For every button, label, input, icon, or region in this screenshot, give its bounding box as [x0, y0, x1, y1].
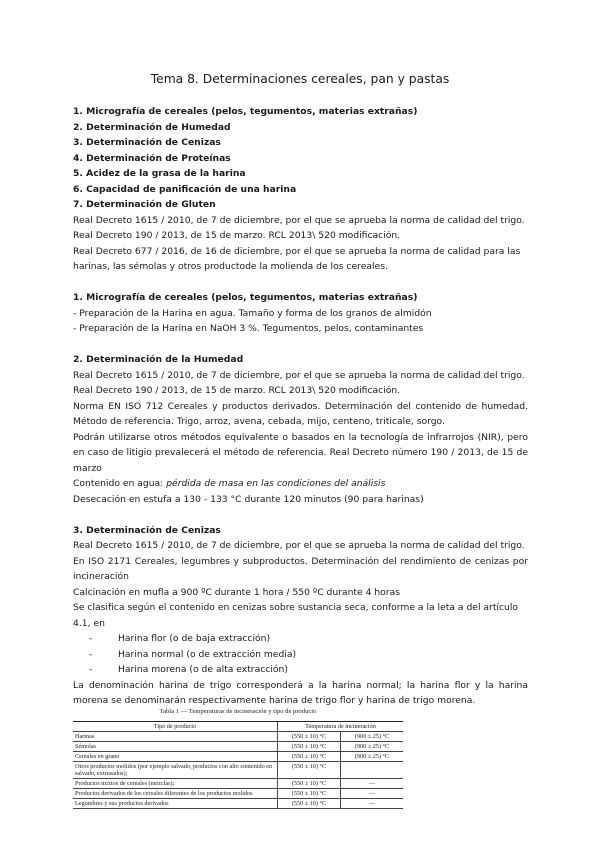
section-1-line-2: - Preparación de la Harina en NaOH 3 %. Tegumentos, pelos, contaminantes	[73, 323, 424, 334]
table-row: Harinas (550 ± 10) °C (900 ± 25) °C	[73, 732, 403, 742]
table-caption: Tabla 1 — Temperaturas de incineración y tipo de producto	[159, 708, 317, 715]
section-2-heading: 2. Determinación de la Humedad	[73, 354, 244, 365]
reference-2: Real Decreto 190 / 2013, de 15 de marzo. RCL 2013\ 520 modificación.	[73, 230, 401, 241]
index-item-4: 4. Determinación de Proteínas	[73, 152, 231, 164]
index-item-1: 1. Micrografía de cereales (pelos, tegumentos, materias extrañas)	[73, 106, 418, 117]
list-item: - Harina normal (o de extracción media)	[73, 647, 528, 663]
reference-1: Real Decreto 1615 / 2010, de 7 de diciembre, por el que se aprueba la norma de calidad del trigo.	[73, 214, 525, 226]
water-content-definition: pérdida de masa en las condiciones del análisis	[166, 478, 386, 489]
section-2-water-content: Contenido en agua: pérdida de masa en las condiciones del análisis	[73, 478, 386, 489]
section-3-denomination: La denominación harina de trigo corresponderá a la harina normal; la harina flor y la harina morena se denominarán respectivamente harina de trigo flor y harina de trigo morena.	[73, 679, 528, 706]
section-2-line-2: Real Decreto 190 / 2013, de 15 de marzo. RCL 2013\ 520 modificación.	[73, 385, 401, 396]
section-2-methods: Podrán utilizarse otros métodos equivalente o basados en la tecnología de infrarrojos (NIR), pero en caso de litigio prevalecerá el método de referencia. Real Decreto número 190 / 2013, de 15 de marzo	[73, 431, 528, 474]
section-2-line-1: Real Decreto 1615 / 2010, de 7 de diciembre, por el que se aprueba la norma de calidad del trigo.	[73, 369, 525, 381]
section-1-line-1: - Preparación de la Harina en agua. Tamaño y forma de los granos de almidón	[73, 307, 432, 319]
section-2-drying: Desecación en estufa a 130 - 133 °C durante 120 minutos (90 para harinas)	[73, 493, 424, 505]
index-item-5: 5. Acidez de la grasa de la harina	[73, 168, 246, 179]
section-3-line-1: Real Decreto 1615 / 2010, de 7 de diciembre, por el que se aprueba la norma de calidad del trigo.	[73, 540, 525, 551]
section-1-heading: 1. Micrografía de cereales (pelos, tegumentos, materias extrañas)	[73, 292, 418, 303]
section-3-heading: 3. Determinación de Cenizas	[73, 524, 221, 536]
page-title: Tema 8. Determinaciones cereales, pan y pastas	[150, 72, 450, 86]
table-row: Productos derivados de los cereales diferentes de los productos molidos (550 ± 10) °C —	[73, 789, 403, 799]
flour-types-list	[73, 631, 528, 678]
section-2-norm: Norma EN ISO 712 Cereales y productos derivados. Determinación del contenido de humedad. Método de referencia. Trigo, arroz, avena, cebada, mijo, centeno, triticale, sorgo.	[73, 400, 528, 427]
section-3-iso: En ISO 2171 Cereales, legumbres y subproductos. Determinación del rendimiento de cenizas por incineración	[73, 555, 528, 582]
table-row: Productos mixtos de cereales (mezclas); (550 ± 10) °C —	[73, 779, 403, 789]
list-item: - Harina morena (o de alta extracción)	[73, 662, 528, 678]
document-body	[73, 104, 528, 709]
list-item: - Harina flor (o de baja extracción)	[73, 631, 528, 647]
section-3-calcination: Calcinación en mufla a 900 ºC durante 1 hora / 550 ºC durante 4 horas	[73, 586, 400, 598]
reference-3: Real Decreto 677 / 2016, de 16 de diciembre, por el que se aprueba la norma de calidad para las harinas, las sémolas y otros productode la molienda de los cereales.	[73, 245, 521, 272]
incineration-table	[73, 708, 403, 809]
table-row: Legumbres y sus productos derivados (550 ± 10) °C —	[73, 799, 403, 809]
table-row: Cereales en grano (550 ± 10) °C (900 ± 25) °C	[73, 752, 403, 762]
index-item-6: 6. Capacidad de panificación de una harina	[73, 183, 297, 195]
index-item-3: 3. Determinación de Cenizas	[73, 137, 221, 148]
table-header-temperature: Temperatura de incineración	[278, 722, 404, 732]
table-row: Otros productos molidos (por ejemplo salvado, productos con alto contenido en salvado, extrusados); (550 ± 10) °C	[73, 762, 403, 779]
index-item-2: 2. Determinación de Humedad	[73, 121, 231, 133]
table-row: Sémolas (550 ± 10) °C (900 ± 25) °C	[73, 742, 403, 752]
section-3-classification: Se clasifica según el contenido en cenizas sobre sustancia seca, conforme a la leta a del artículo 4.1, en	[73, 602, 519, 629]
index-item-7: 7. Determinación de Gluten	[73, 199, 216, 210]
table-header-product: Tipo de producto	[73, 722, 278, 732]
